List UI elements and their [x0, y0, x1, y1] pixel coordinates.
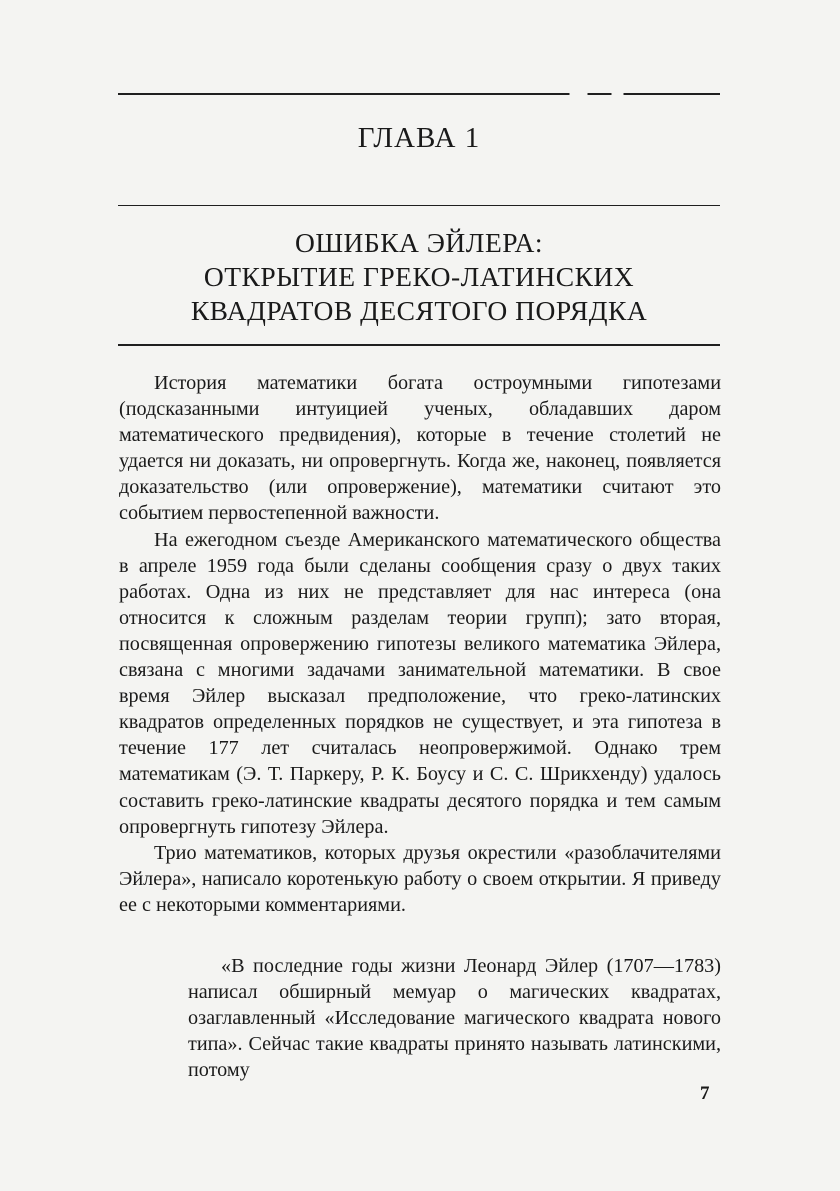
top-rule	[118, 93, 720, 95]
title-rule	[118, 344, 720, 346]
quote-paragraph: «В последние годы жизни Леонард Эйлер (1707—1783) написал обширный мемуар о магических квадратах, озаглавленный «Исследование магического квадрата нового типа». Сейчас такие квадраты принято называть латинскими, потому	[188, 955, 721, 1082]
chapter-rule	[118, 205, 720, 206]
paragraph-1: История математики богата остроумными гипотезами (подсказанными интуицией ученых, обладавших даром математического предвидения), которые в течение столетий не удается ни доказать, ни опровергнуть. Когда же, наконец, появляется доказательство (или опровержение), математики считают это событием первостепенной важности.	[119, 372, 721, 525]
title-line-3: КВАДРАТОВ ДЕСЯТОГО ПОРЯДКА	[190, 295, 648, 326]
quote-block	[188, 953, 721, 1083]
chapter-title	[118, 226, 720, 328]
paragraph-3: Трио математиков, которых друзья окрестили «разоблачителями Эйлера», написало коротенькую работу о своем открытии. Я приведу ее с некоторыми комментариями.	[119, 841, 721, 916]
page-number: 7	[700, 1083, 710, 1104]
title-line-1: ОШИБКА ЭЙЛЕРА:	[294, 227, 544, 258]
chapter-heading: ГЛАВА 1	[357, 122, 481, 154]
paragraph-2: На ежегодном съезде Американского математического общества в апреле 1959 года были сделаны сообщения сразу о двух таких работах. Одна из них не представляет для нас интереса (она относится к сложным разделам теории групп); зато вторая, посвященная опровержению гипотезы великого математика Эйлера, связана с многими задачами занимательной математики. В свое время Эйлер высказал предположение, что греко-латинских квадратов определенных порядков не существует, и эта гипотеза в течение 177 лет считалась неопровержимой. Однако трем математикам (Э. Т. Паркеру, Р. К. Боусу и С. С. Шрикхенду) удалось составить греко-латинские квадраты десятого порядка и тем самым опровергнуть гипотезу Эйлера.	[119, 528, 721, 838]
body-text	[119, 370, 721, 918]
title-line-2: ОТКРЫТИЕ ГРЕКО-ЛАТИНСКИХ	[203, 261, 635, 292]
